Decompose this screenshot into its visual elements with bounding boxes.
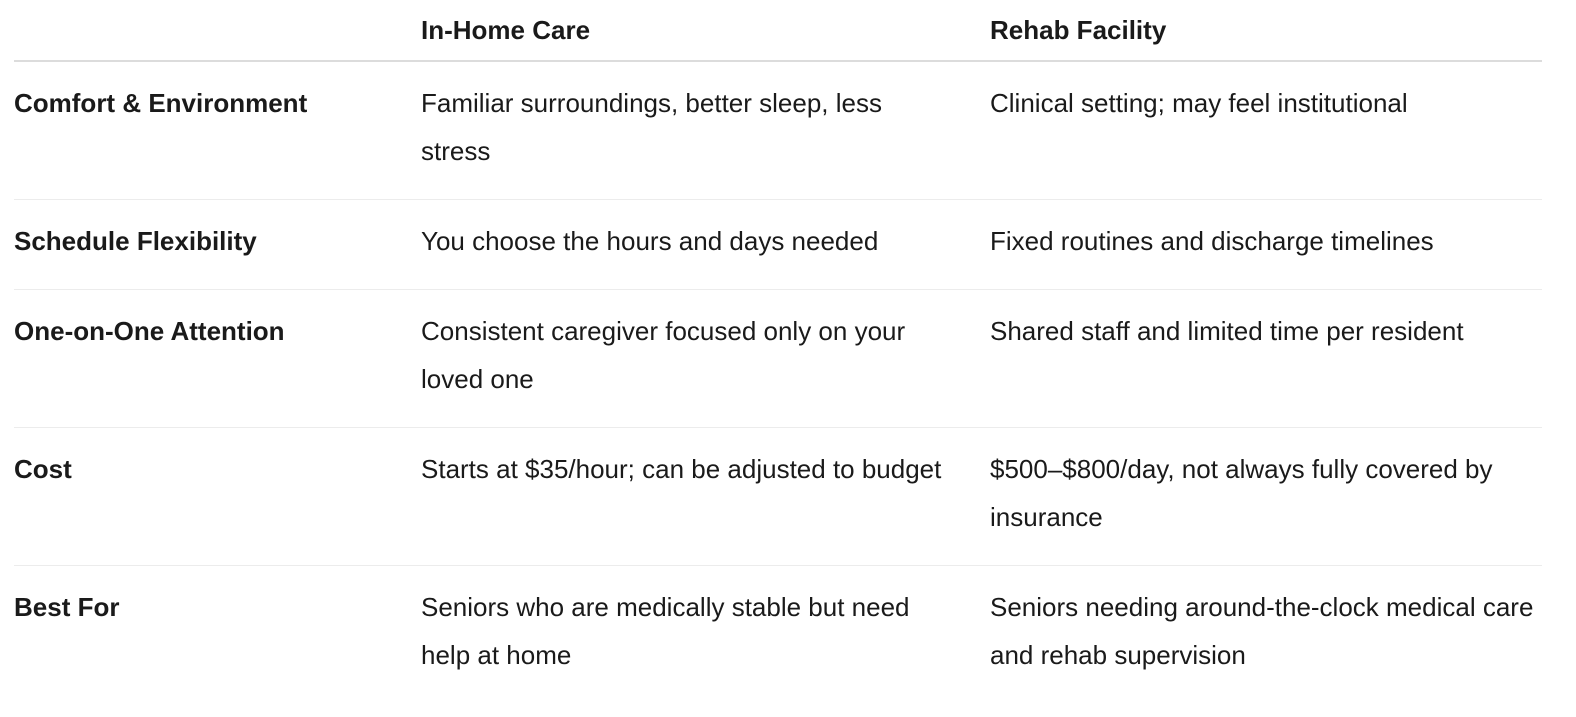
row-label: Schedule Flexibility: [14, 226, 257, 256]
table-row: [14, 566, 1542, 703]
table-row: [14, 62, 1542, 200]
row-label: Comfort & Environment: [14, 88, 308, 118]
rehab-cell: Fixed routines and discharge timelines: [990, 226, 1434, 256]
rehab-cell: Shared staff and limited time per resident: [990, 316, 1464, 346]
rehab-cell: Clinical setting; may feel institutional: [990, 88, 1408, 118]
in-home-cell: Familiar surroundings, better sleep, less stress: [421, 88, 882, 166]
table-row: [14, 428, 1542, 566]
row-label: Cost: [14, 454, 72, 484]
in-home-cell: You choose the hours and days needed: [421, 226, 879, 256]
table-row: [14, 200, 1542, 290]
header-in-home-care: In-Home Care: [421, 15, 591, 45]
in-home-cell: Starts at $35/hour; can be adjusted to budget: [421, 454, 942, 484]
table-row: [14, 290, 1542, 428]
in-home-cell: Consistent caregiver focused only on your loved one: [421, 316, 906, 394]
header-rehab-facility: Rehab Facility: [990, 15, 1167, 45]
row-label: One-on-One Attention: [14, 316, 285, 346]
table-header-row: [14, 0, 1542, 62]
in-home-cell: Seniors who are medically stable but need help at home: [421, 592, 910, 670]
row-label: Best For: [14, 592, 120, 622]
rehab-cell: $500–$800/day, not always fully covered by insurance: [990, 454, 1493, 532]
rehab-cell: Seniors needing around-the-clock medical care and rehab supervision: [990, 592, 1534, 670]
comparison-table: [14, 0, 1542, 703]
